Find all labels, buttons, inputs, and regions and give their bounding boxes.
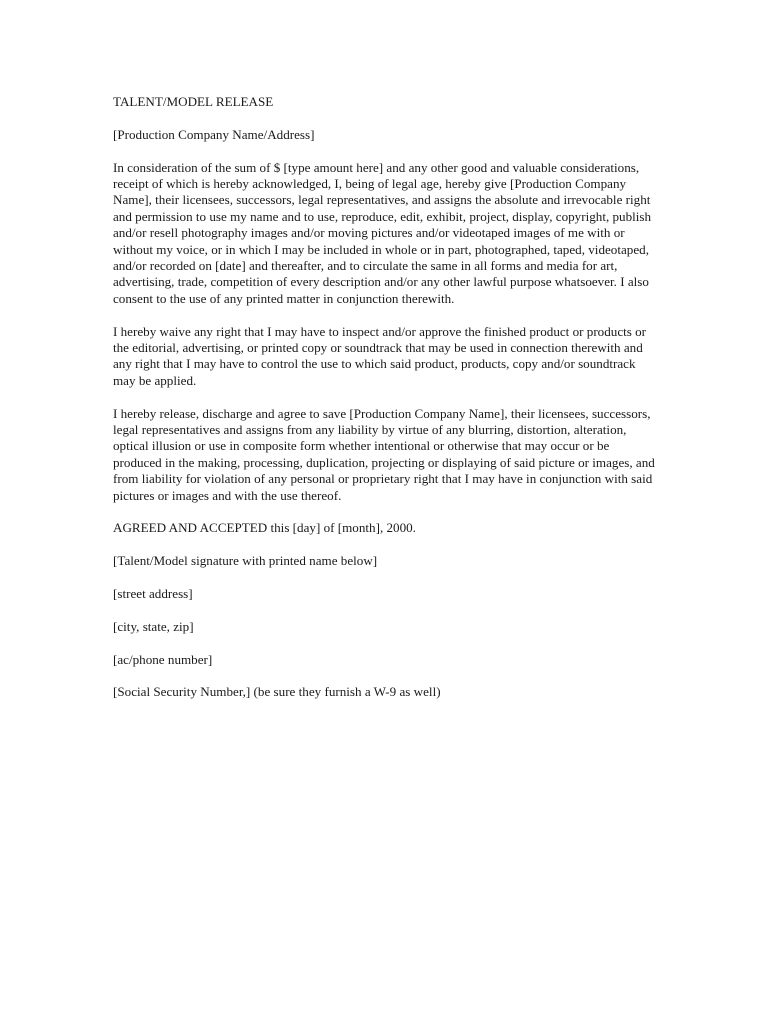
ssn-line: [Social Security Number,] (be sure they furnish a W-9 as well) [113,684,441,700]
waiver-paragraph: I hereby waive any right that I may have to inspect and/or approve the finished product or products or the editorial, advertising, or printed copy or soundtrack that may be used in connection therewith and any right that I may have to control the use to which said product, products, copy and/or soundtrack may be applied. [113,323,647,388]
release-paragraph: I hereby release, discharge and agree to save [Production Company Name], their licensees, successors, legal representatives and assigns from any liability by virtue of any blurring, distortion, alteration, optical illusion or use in composite form whether intentional or otherwise that may occur or be produced in the making, processing, duplication, projecting or displaying of said picture or images, and from liability for violation of any personal or proprietary right that I may have in conjunction with said pictures or images and with the use thereof. [113,405,655,503]
document-title: TALENT/MODEL RELEASE [113,94,274,109]
signature-line: [Talent/Model signature with printed name below] [113,553,378,569]
street-address-line: [street address] [113,586,193,602]
agreed-accepted-line: AGREED AND ACCEPTED this [day] of [month], 2000. [113,520,416,536]
city-state-zip-line: [city, state, zip] [113,618,194,634]
phone-number-line: [ac/phone number] [113,651,213,667]
consideration-paragraph: In consideration of the sum of $ [type amount here] and any other good and valuable considerations, receipt of which is hereby acknowledged, I, being of legal age, hereby give [Production Company Name], their licensees, successors, legal representatives, and assigns the absolute and irrevocable right and permission to use my name and to use, reproduce, edit, exhibit, project, display, copyright, publish and/or resell photography images and/or moving pictures and/or videotaped images of me with or without my voice, or in which I may be included in whole or in part, photographed, taped, videotaped, and/or recorded on [date] and thereafter, and to circulate the same in all forms and media for art, advertising, trade, competition of every description and/or any other lawful purpose whatsoever. I also consent to the use of any printed matter in conjunction therewith. [113,159,652,306]
company-name-address-line: [Production Company Name/Address] [113,126,315,142]
document-body [113,94,661,717]
